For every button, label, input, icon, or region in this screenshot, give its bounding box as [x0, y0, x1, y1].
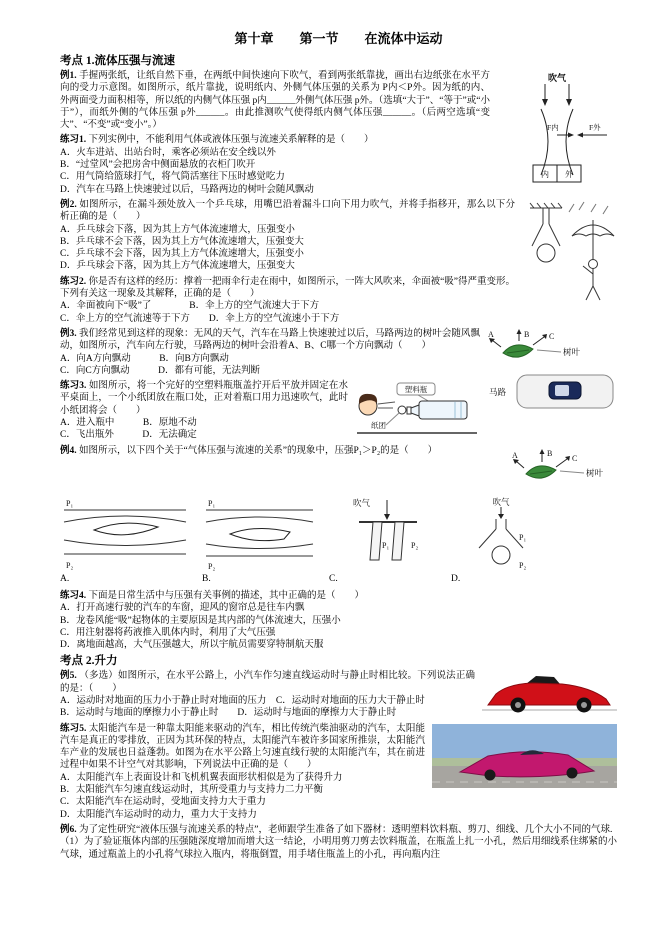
example-4-option-d-label: D. [451, 573, 461, 584]
example-4-figure-d [451, 496, 551, 585]
force-outer-label: F外 [589, 123, 601, 132]
leaves-road-svg [487, 329, 617, 411]
practice-4-option-a: A．打开高速行驶的汽车的车窗，迎风的窗帘总是往车内飘 [60, 603, 305, 614]
fig-a-p2-label: P₂ [66, 560, 74, 570]
practice-4-option-b: B．龙卷风能“吸”起物体的主要原因是其内部的气体流速大，压强小 [60, 615, 341, 626]
example-4-option-a-label: A. [60, 573, 70, 584]
bottle-caption: 塑料瓶 [404, 385, 428, 395]
funnel-umbrella-svg [522, 200, 617, 304]
fig-d-p2-label: P₂ [519, 560, 527, 570]
section-2-heading: 考点 2.升力 [60, 655, 118, 668]
example-6-label: 例6. [60, 824, 77, 835]
example-6 [60, 824, 617, 836]
figure-funnel-and-umbrella [522, 200, 617, 304]
example-3-label: 例3. [60, 328, 77, 339]
example-2-block [60, 199, 617, 273]
practice-3-label: 练习3. [60, 381, 87, 392]
fig-d-p1-label: P₁ [519, 532, 527, 542]
practice-2-stem: 你是否有这样的经历：撑着一把雨伞行走在雨中，如图所示，一阵大风吹来，伞面被“吸”得严重变形。下列有关这一现象及其解释，正确的是（ ） [60, 276, 516, 300]
section-1-heading: 考点 1.流体压强与流速 [60, 55, 175, 67]
practice-5-option-a: A．太阳能汽车上表面设计和飞机机翼表面形状相似是为了获得升力 [60, 772, 343, 783]
hanging-sheets-svg [329, 496, 439, 572]
example-4-figure-b [202, 496, 317, 585]
figure-leaves-2 [512, 446, 617, 490]
example-4-option-b-label: B. [202, 573, 211, 584]
figure-solar-car-photo [432, 724, 617, 788]
practice-1-option-b: B．“过堂风”会把房舍中侧面悬放的衣柜门吹开 [60, 160, 256, 171]
example-5-label: 例5. [60, 671, 77, 682]
leaf2-arrow-c-label: C [572, 453, 578, 463]
example-6-part-1: （1）为了验证瓶体内部的压强随深度增加而增大这一结论，小明用剪刀剪去饮料瓶盖，在瓶盖上扎一小孔，然后用细线系住绑紧的小气球，通过瓶盖上的小孔将气球拉入瓶内，将瓶倒置，用手堵住瓶盖上的小孔，再向瓶内注 [60, 837, 617, 860]
practice-1-stem: 下列实例中，不能利用气体或液体压强与流速关系解释的是（ ） [88, 135, 374, 146]
leaf2-caption: 树叶 [586, 467, 604, 478]
practice-4 [60, 590, 617, 602]
fig-c-blow-label: 吹气 [353, 497, 371, 508]
red-car-svg [482, 671, 617, 713]
figure-girl-blowing-bottle [355, 381, 480, 437]
example-4-option-c-label: C. [329, 573, 338, 584]
practice-2-label: 练习2. [60, 276, 87, 287]
airfoil-a-svg [60, 496, 190, 572]
fig-b-p1-label: P₁ [208, 498, 216, 508]
example-3-stem: 我们经常见到这样的现象：无风的天气，汽车在马路上快速驶过以后，马路两边的树叶会随风飘动，如图所示，汽车向左行驶，马路两边的树叶会沿着A、B、C哪一个方向飘动（ ） [60, 328, 480, 352]
practice-5-option-c: C．太阳能汽车在运动时，受地面支持力大于重力 [60, 797, 266, 808]
outer-region-label: 外 [565, 170, 573, 179]
practice-3-options-line-1: A．进入瓶中 B．原地不动 [60, 418, 197, 429]
example-3-options-line-1: A．向A方向飘动 B．向B方向飘动 [60, 353, 229, 364]
inner-region-label: 内 [541, 170, 549, 179]
fig-c-p1-label: P₁ [382, 540, 390, 550]
practice-4-block [60, 590, 617, 651]
practice-4-option-d: D．离地面越高，大气压强越大，所以宇航员需要穿特制航天服 [60, 640, 324, 651]
leaf2-arrow-b-label: B [547, 448, 553, 458]
solar-car-svg [432, 724, 617, 788]
practice-2-options-line-2: C．伞上方的空气流速等于下方 D．伞上方的空气流速小于下方 [60, 313, 340, 324]
example-1-label: 例1. [60, 71, 77, 81]
practice-4-stem: 下面是日常生活中与压强有关事例的描述，其中正确的是（ ） [88, 590, 365, 601]
practice-4-option-c: C．用注射器将药液推入肌体内时，利用了大气压强 [60, 627, 276, 638]
example-2-stem: 如图所示，在漏斗颈处放入一个乒乓球，用嘴巴沿着漏斗口向下用力吹气，并将手指移开，那么以下分析正确的是（ ） [60, 199, 515, 223]
leaves-2-svg [512, 446, 617, 490]
fig-d-blow-label: 吹气 [492, 496, 510, 507]
leaf-arrow-c-label: C [549, 331, 555, 341]
example-4-figure-c [329, 496, 439, 585]
example-5-block [60, 670, 617, 719]
two-papers-svg [497, 71, 617, 183]
example-1-text: 手握两张纸，让纸自然下垂，在两纸中间快速向下吹气，看到两张纸靠拢，画出右边纸张在水平方向的受力示意图。如图所示，纸片靠拢，说明纸内、外侧气体压强的关系为 P内＜P外。因为纸的内、外两面受力面积相等，所以纸的内侧气体压强 p内______外侧气体压强 p外。（选填“大于”、“等于”或“小于”），而纸外侧的气体压强 p外______。由此推测吹气使得纸内侧气体压强______。（后两空选填“变大”、“不变”或“变小”。） [60, 71, 490, 131]
figure-leaves-and-road [487, 329, 617, 411]
example-2-option-c: C．乒乓球不会下落，因为其上方气体流速增大，压强变小 [60, 249, 304, 260]
leaf-arrow-a-label: A [488, 329, 494, 339]
figure-red-sports-car [482, 671, 617, 713]
practice-1-label: 练习1. [60, 135, 87, 146]
paper-ball-caption: 纸团 [371, 421, 386, 431]
example-5-options-line-1: A．运动时对地面的压力小于静止时对地面的压力 C．运动时对地面的压力大于静止时 [60, 695, 425, 706]
example-4-stem: 如图所示，以下四个关于“气体压强与流速的关系”的现象中，压强P₁＞P₂的是（ ） [79, 445, 438, 456]
practice-4-label: 练习4. [60, 590, 87, 601]
example-5-options-line-2: B．运动时与地面的摩擦力小于静止时 D．运动时与地面的摩擦力大于静止时 [60, 708, 397, 719]
funnel-ball-svg [451, 496, 551, 572]
practice-3-options-line-2: C．飞出瓶外 D．无法确定 [60, 430, 197, 441]
example-2-option-b: B．乒乓球不会下落，因为其上方气体流速增大，压强变大 [60, 236, 304, 247]
blow-label: 吹气 [547, 73, 567, 83]
example-3-options-line-2: C．向C方向飘动 D．都有可能，无法判断 [60, 365, 261, 376]
practice-3-stem: 如图所示，将一个完好的空塑料瓶瓶盖拧开后平放并固定在水平桌面上，一个小纸团放在瓶口处，正对着瓶口用力迅速吹气，此时小纸团将会（ ） [60, 381, 348, 416]
leaf2-arrow-a-label: A [512, 450, 518, 460]
practice-1-option-c: C．用气筒给篮球打气，将气筒活塞往下压时感觉吃力 [60, 172, 285, 183]
page-title: 第十章 第一节 在流体中运动 [234, 31, 443, 46]
practice-5-label: 练习5. [60, 723, 87, 734]
airfoil-b-svg [202, 496, 317, 572]
example-2-option-d: D．乒乓球会下落，因为其上方气体流速增大，压强变大 [60, 261, 295, 272]
figure-two-papers-diagram [497, 71, 617, 183]
example-2-label: 例2. [60, 199, 77, 210]
practice-5-option-d: D．太阳能汽车运动时的动力，重力大于支持力 [60, 809, 257, 820]
example-2-option-a: A．乒乓球会下落，因为其上方气体流速增大，压强变小 [60, 224, 295, 235]
example-6-stem: 为了定性研究“液体压强与流速关系的特点”，老师跟学生准备了如下器材：透明塑料饮料瓶、剪刀、细线、几个大小不同的气球. [79, 824, 613, 835]
practice-2-options-line-1: A．伞面被向下“吸”了 B．伞上方的空气流速大于下方 [60, 301, 320, 312]
example-6-block [60, 824, 617, 861]
practice-1-option-d: D．汽车在马路上快速驶过以后，马路两边的树叶会随风飘动 [60, 184, 314, 195]
leaf-caption: 树叶 [563, 346, 581, 357]
practice-1-option-a: A．火车进站、出站台时，乘客必须站在安全线以外 [60, 147, 276, 158]
example-4-figure-a [60, 496, 190, 585]
example-4-label: 例4. [60, 445, 77, 456]
practice-5-block [60, 723, 617, 821]
fig-a-p1-label: P₁ [66, 498, 74, 508]
fig-b-p2-label: P₂ [208, 561, 216, 571]
practice-5-option-b: B．太阳能汽车匀速直线运动时，其所受重力与支持力二力平衡 [60, 785, 323, 796]
fig-c-p2-label: P₂ [411, 540, 419, 550]
example-4-block [60, 445, 617, 493]
road-caption: 马路 [489, 386, 507, 397]
leaf-arrow-b-label: B [524, 329, 530, 339]
force-inner-label: F内 [547, 123, 559, 132]
practice-5-stem: 太阳能汽车是一种靠太阳能来驱动的汽车，相比传统汽柴油驱动的汽车，太阳能汽车是真正的零排放，正因为其环保的特点，太阳能汽车被许多国家所推崇，太阳能汽车产业的发展也日益蓬勃。如图为在水平公路上匀速直线行驶的太阳能汽车，其在前进过程中如果不计空气对其影响，下列说法中正确的是（ ） [60, 723, 425, 771]
example-4-figures-row [60, 496, 617, 585]
girl-bottle-svg [355, 381, 480, 437]
example-5-stem: （多选）如图所示，在水平公路上，小汽车作匀速直线运动时与静止时相比较。下列说法正确的是：（ ） [60, 671, 475, 694]
